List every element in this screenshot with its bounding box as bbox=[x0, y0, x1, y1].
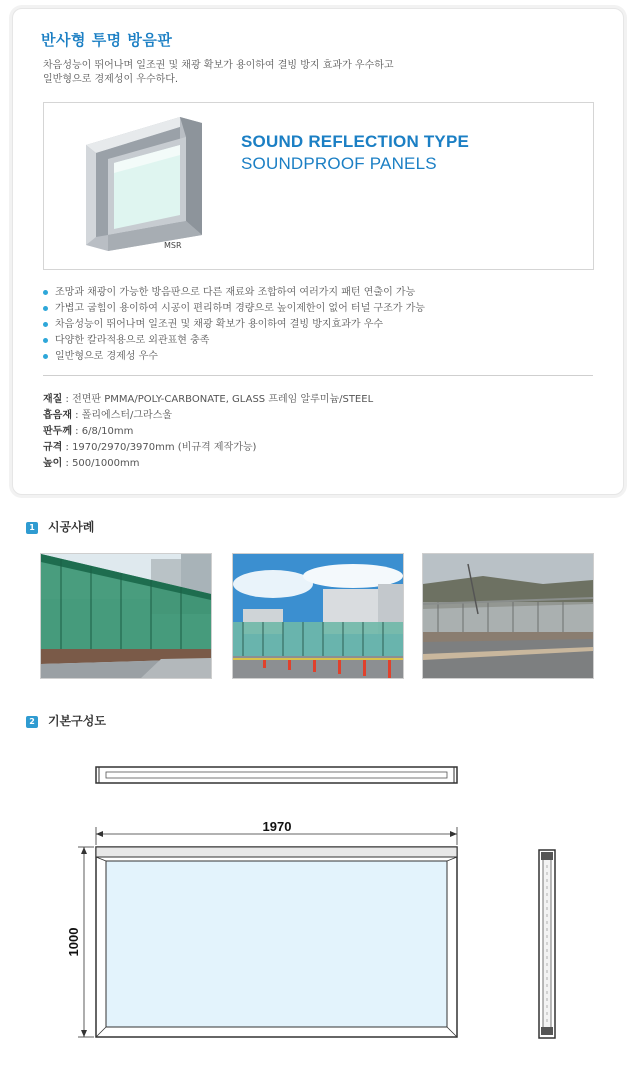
section-title: 기본구성도 bbox=[48, 714, 106, 728]
top-view bbox=[96, 767, 457, 783]
width-label: 1970 bbox=[262, 819, 292, 834]
spec-value: 폴리에스터/그라스울 bbox=[81, 410, 173, 421]
construction-photo-overpass bbox=[232, 553, 404, 679]
product-image-box bbox=[43, 102, 594, 270]
spec-label: 판두께 bbox=[43, 426, 72, 437]
feature-text: 일반형으로 경제성 우수 bbox=[55, 351, 158, 362]
height-dimension bbox=[66, 847, 94, 1037]
product-intro bbox=[43, 59, 563, 87]
side-view bbox=[539, 850, 555, 1038]
feature-list bbox=[43, 285, 425, 365]
spec-row: 흡음재 : 폴리에스터/그라스울 bbox=[43, 410, 173, 421]
feature-item bbox=[43, 317, 425, 333]
spec-label: 높이 bbox=[43, 458, 63, 469]
feature-text: 다양한 칼라적용으로 외관표현 충족 bbox=[55, 335, 210, 346]
spec-row: 판두께 : 6/8/10mm bbox=[43, 426, 134, 437]
section-number-badge: 2 bbox=[26, 716, 38, 728]
english-title-line: SOUND REFLECTION TYPE bbox=[241, 132, 470, 151]
bullet-icon bbox=[43, 354, 48, 359]
front-view bbox=[96, 847, 457, 1037]
section-title: 시공사례 bbox=[48, 520, 95, 534]
panel-frame-image bbox=[74, 111, 214, 251]
section-heading-construction bbox=[26, 518, 94, 535]
intro-line: 차음성능이 뛰어나며 일조권 및 채광 확보가 용이하여 결빙 방지 효과가 우수하고 bbox=[43, 60, 394, 71]
section-heading-diagram bbox=[26, 712, 106, 729]
spec-row: 규격 : 1970/2970/3970mm (비규격 제작가능) bbox=[43, 442, 257, 453]
feature-text: 조망과 채광이 가능한 방음판으로 다른 재료와 조합하여 여러가지 패턴 연출이 가능 bbox=[55, 287, 416, 298]
feature-item bbox=[43, 349, 425, 365]
feature-text: 차음성능이 뛰어나며 일조권 및 채광 확보가 용이하여 결빙 방지효과가 우수 bbox=[55, 319, 384, 330]
product-title: 반사형 투명 방음판 bbox=[41, 31, 173, 49]
english-product-title bbox=[241, 131, 469, 175]
panel-drawing bbox=[0, 755, 630, 1075]
construction-photo-highway bbox=[422, 553, 594, 679]
intro-line: 일반형으로 경제성이 우수하다. bbox=[43, 74, 179, 85]
height-label: 1000 bbox=[66, 927, 81, 957]
bullet-icon bbox=[43, 338, 48, 343]
spec-value: 1970/2970/3970mm (비규격 제작가능) bbox=[72, 442, 257, 453]
bullet-icon bbox=[43, 322, 48, 327]
spec-value: 전면판 PMMA/POLY-CARBONATE, GLASS 프레임 알루미늄/STEEL bbox=[72, 394, 374, 405]
width-dimension bbox=[96, 819, 457, 845]
spec-row: 높이 : 500/1000mm bbox=[43, 458, 140, 469]
spec-label: 흡음재 bbox=[43, 410, 72, 421]
feature-text: 가볍고 굽힘이 용이하여 시공이 편리하며 경량으로 높이제한이 없어 터널 구조가 가능 bbox=[55, 303, 425, 314]
feature-item bbox=[43, 301, 425, 317]
spec-label: 재질 bbox=[43, 394, 63, 405]
product-card bbox=[12, 8, 624, 495]
construction-photo-green-wall bbox=[40, 553, 212, 679]
bullet-icon bbox=[43, 306, 48, 311]
english-title-line: SOUNDPROOF PANELS bbox=[241, 154, 437, 173]
spec-row: 재질 : 전면판 PMMA/POLY-CARBONATE, GLASS 프레임 알루미늄/STEEL bbox=[43, 394, 374, 405]
spec-list bbox=[43, 392, 373, 472]
feature-item bbox=[43, 333, 425, 349]
spec-label: 규격 bbox=[43, 442, 63, 453]
model-label: MSR bbox=[164, 241, 182, 250]
spec-value: 6/8/10mm bbox=[81, 426, 134, 437]
feature-item bbox=[43, 285, 425, 301]
section-number-badge: 1 bbox=[26, 522, 38, 534]
spec-value: 500/1000mm bbox=[72, 458, 140, 469]
bullet-icon bbox=[43, 290, 48, 295]
divider bbox=[43, 375, 593, 376]
